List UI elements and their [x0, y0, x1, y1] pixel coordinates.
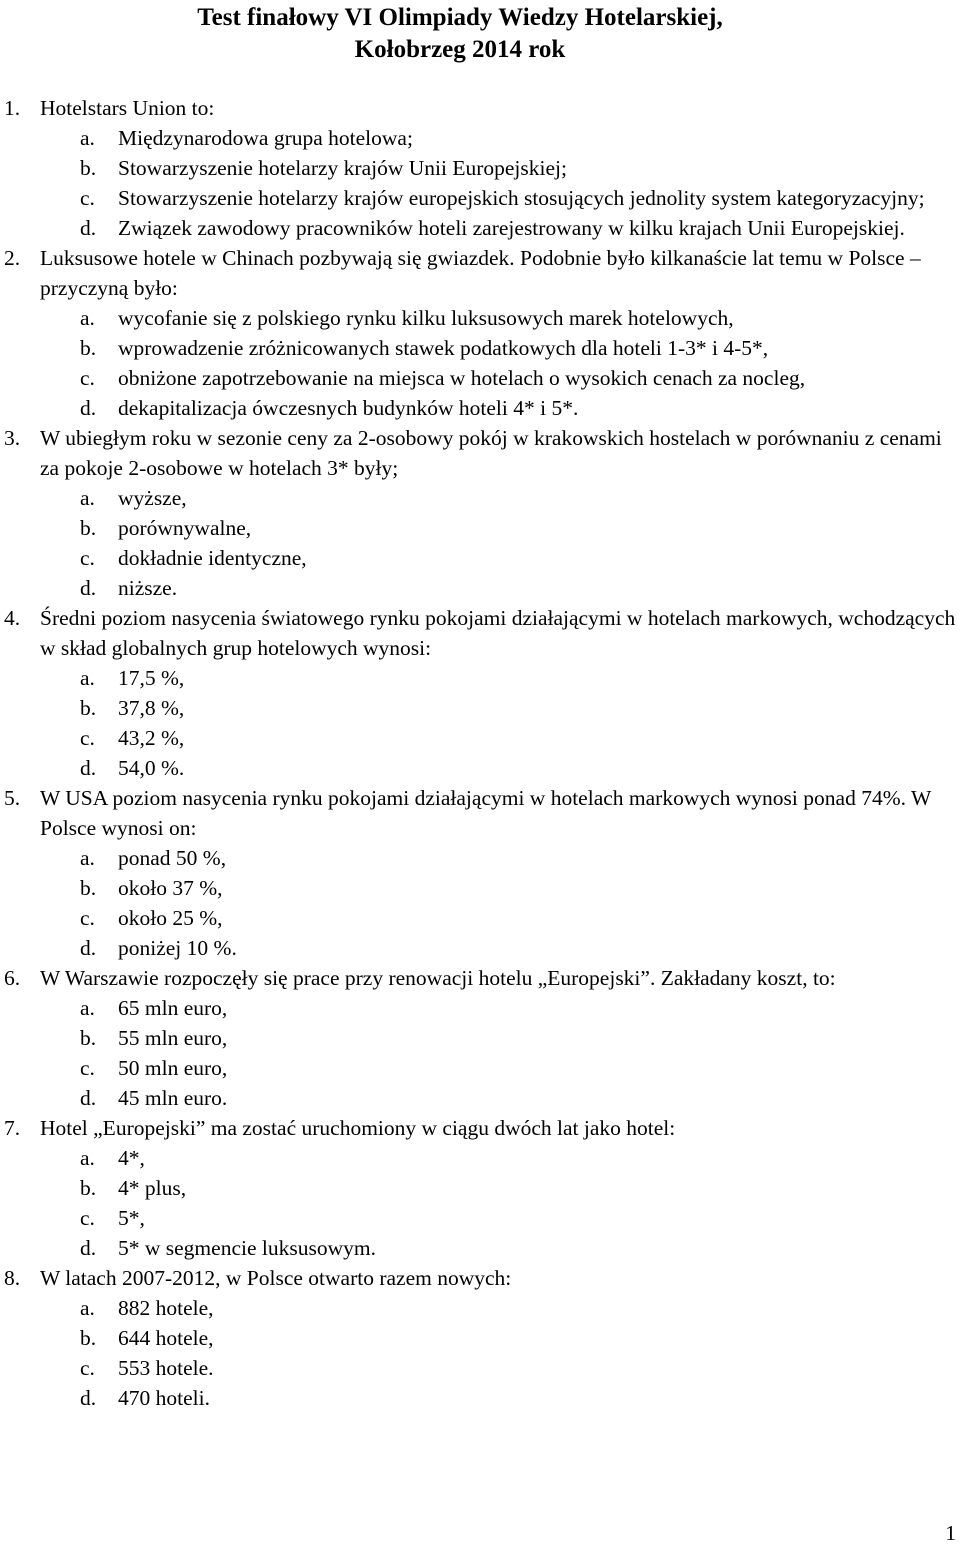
answer-letter: d.: [80, 1386, 97, 1410]
answer-c: [0, 723, 958, 753]
answer-text: obniżone zapotrzebowanie na miejsca w hotelach o wysokich cenach za nocleg,: [118, 366, 806, 390]
question-text: W latach 2007-2012, w Polsce otwarto razem nowych:: [40, 1266, 512, 1290]
answer-letter: d.: [80, 936, 97, 960]
answer-letter: d.: [80, 756, 97, 780]
answer-letter: a.: [80, 486, 95, 510]
question-text: W Warszawie rozpoczęły się prace przy renowacji hotelu „Europejski”. Zakładany koszt, to:: [40, 966, 836, 990]
answer-text: 4* plus,: [118, 1176, 187, 1200]
answer-letter: b.: [80, 1176, 97, 1200]
question-number: 4.: [4, 606, 21, 630]
question-6: [0, 963, 958, 1113]
answer-b: [0, 693, 958, 723]
answer-letter: d.: [80, 1086, 97, 1110]
answer-letter: c.: [80, 1206, 95, 1230]
answer-c: [0, 1353, 958, 1383]
answer-b: [0, 333, 958, 363]
answer-c: [0, 363, 958, 393]
answer-text: niższe.: [118, 576, 178, 600]
answer-letter: c.: [80, 726, 95, 750]
answer-text: 553 hotele.: [118, 1356, 214, 1380]
question-number: 8.: [4, 1266, 21, 1290]
answer-d: [0, 1383, 958, 1413]
question-text: Luksusowe hotele w Chinach pozbywają się gwiazdek. Podobnie było kilkanaście lat temu w Polsce – przyczyną było:: [40, 246, 921, 300]
answer-b: [0, 153, 958, 183]
answer-text: 45 mln euro.: [118, 1086, 228, 1110]
answer-text: porównywalne,: [118, 516, 252, 540]
answer-text: 37,8 %,: [118, 696, 185, 720]
answer-letter: d.: [80, 396, 97, 420]
answer-text: poniżej 10 %.: [118, 936, 237, 960]
answer-d: [0, 1233, 958, 1263]
answer-text: około 25 %,: [118, 906, 223, 930]
answer-text: ponad 50 %,: [118, 846, 227, 870]
answer-d: [0, 753, 958, 783]
answer-text: 55 mln euro,: [118, 1026, 228, 1050]
answer-letter: c.: [80, 1056, 95, 1080]
question-7: [0, 1113, 958, 1263]
question-list: [0, 93, 958, 1413]
answer-text: 470 hoteli.: [118, 1386, 210, 1410]
answer-text: 43,2 %,: [118, 726, 185, 750]
answer-a: [0, 663, 958, 693]
answer-text: 65 mln euro,: [118, 996, 228, 1020]
answer-b: [0, 1323, 958, 1353]
answer-a: [0, 483, 958, 513]
title-line-2: Kołobrzeg 2014 rok: [354, 36, 566, 63]
answer-text: Związek zawodowy pracowników hoteli zarejestrowany w kilku krajach Unii Europejskiej.: [118, 216, 905, 240]
answer-letter: a.: [80, 306, 95, 330]
question-number: 3.: [4, 426, 21, 450]
answer-text: dekapitalizacja ówczesnych budynków hoteli 4* i 5*.: [118, 396, 579, 420]
answer-b: [0, 1173, 958, 1203]
answer-d: [0, 213, 958, 243]
answer-text: wycofanie się z polskiego rynku kilku luksusowych marek hotelowych,: [118, 306, 734, 330]
answer-c: [0, 1053, 958, 1083]
answer-letter: c.: [80, 1356, 95, 1380]
answer-text: 644 hotele,: [118, 1326, 214, 1350]
answer-b: [0, 1023, 958, 1053]
answer-c: [0, 543, 958, 573]
answer-a: [0, 843, 958, 873]
answer-c: [0, 183, 958, 213]
title-line-1: Test finałowy VI Olimpiady Wiedzy Hotelarskiej,: [197, 4, 723, 31]
answer-letter: a.: [80, 996, 95, 1020]
answer-d: [0, 933, 958, 963]
answer-b: [0, 513, 958, 543]
answer-text: Stowarzyszenie hotelarzy krajów europejskich stosujących jednolity system kategoryzacyjny;: [118, 186, 925, 210]
answer-letter: b.: [80, 876, 97, 900]
answer-letter: c.: [80, 366, 95, 390]
answer-letter: c.: [80, 906, 95, 930]
question-text: Hotelstars Union to:: [40, 96, 215, 120]
question-3: [0, 423, 958, 603]
question-text: Hotel „Europejski” ma zostać uruchomiony w ciągu dwóch lat jako hotel:: [40, 1116, 676, 1140]
answer-letter: c.: [80, 546, 95, 570]
question-5: [0, 783, 958, 963]
answer-d: [0, 573, 958, 603]
answer-letter: c.: [80, 186, 95, 210]
answer-c: [0, 903, 958, 933]
answer-letter: d.: [80, 216, 97, 240]
question-2: [0, 243, 958, 423]
document-title: [0, 2, 920, 66]
page-number: 1: [945, 1521, 956, 1545]
answer-c: [0, 1203, 958, 1233]
answer-letter: d.: [80, 1236, 97, 1260]
answer-letter: b.: [80, 516, 97, 540]
answer-text: 50 mln euro,: [118, 1056, 228, 1080]
answer-d: [0, 1083, 958, 1113]
question-number: 6.: [4, 966, 21, 990]
answer-text: 54,0 %.: [118, 756, 185, 780]
answer-letter: b.: [80, 1326, 97, 1350]
question-number: 7.: [4, 1116, 21, 1140]
answer-letter: b.: [80, 696, 97, 720]
question-text: Średni poziom nasycenia światowego rynku pokojami działającymi w hotelach markowych, wchodzących w skład globalnych grup hotelowych wynosi:: [40, 606, 956, 660]
answer-letter: a.: [80, 846, 95, 870]
question-1: [0, 93, 958, 243]
answer-letter: d.: [80, 576, 97, 600]
answer-a: [0, 993, 958, 1023]
question-4: [0, 603, 958, 783]
answer-letter: b.: [80, 336, 97, 360]
answer-a: [0, 123, 958, 153]
answer-text: Międzynarodowa grupa hotelowa;: [118, 126, 413, 150]
answer-text: około 37 %,: [118, 876, 223, 900]
question-number: 5.: [4, 786, 21, 810]
answer-letter: a.: [80, 126, 95, 150]
answer-text: 882 hotele,: [118, 1296, 214, 1320]
answer-a: [0, 303, 958, 333]
answer-letter: a.: [80, 1296, 95, 1320]
answer-text: 5* w segmencie luksusowym.: [118, 1236, 376, 1260]
question-number: 2.: [4, 246, 21, 270]
question-number: 1.: [4, 96, 21, 120]
answer-text: dokładnie identyczne,: [118, 546, 307, 570]
answer-text: Stowarzyszenie hotelarzy krajów Unii Europejskiej;: [118, 156, 567, 180]
question-8: [0, 1263, 958, 1413]
answer-b: [0, 873, 958, 903]
answer-text: wprowadzenie zróżnicowanych stawek podatkowych dla hoteli 1-3* i 4-5*,: [118, 336, 769, 360]
answer-text: 4*,: [118, 1146, 145, 1170]
answer-letter: b.: [80, 156, 97, 180]
answer-text: 5*,: [118, 1206, 145, 1230]
answer-letter: b.: [80, 1026, 97, 1050]
answer-text: wyższe,: [118, 486, 187, 510]
answer-letter: a.: [80, 1146, 95, 1170]
question-text: W ubiegłym roku w sezonie ceny za 2-osobowy pokój w krakowskich hostelach w porównaniu z cenami za pokoje 2-osobowe w hotelach 3* były;: [40, 426, 942, 480]
answer-letter: a.: [80, 666, 95, 690]
answer-a: [0, 1293, 958, 1323]
answer-a: [0, 1143, 958, 1173]
answer-text: 17,5 %,: [118, 666, 185, 690]
answer-d: [0, 393, 958, 423]
question-text: W USA poziom nasycenia rynku pokojami działającymi w hotelach markowych wynosi ponad 74%. W Polsce wynosi on:: [40, 786, 931, 840]
